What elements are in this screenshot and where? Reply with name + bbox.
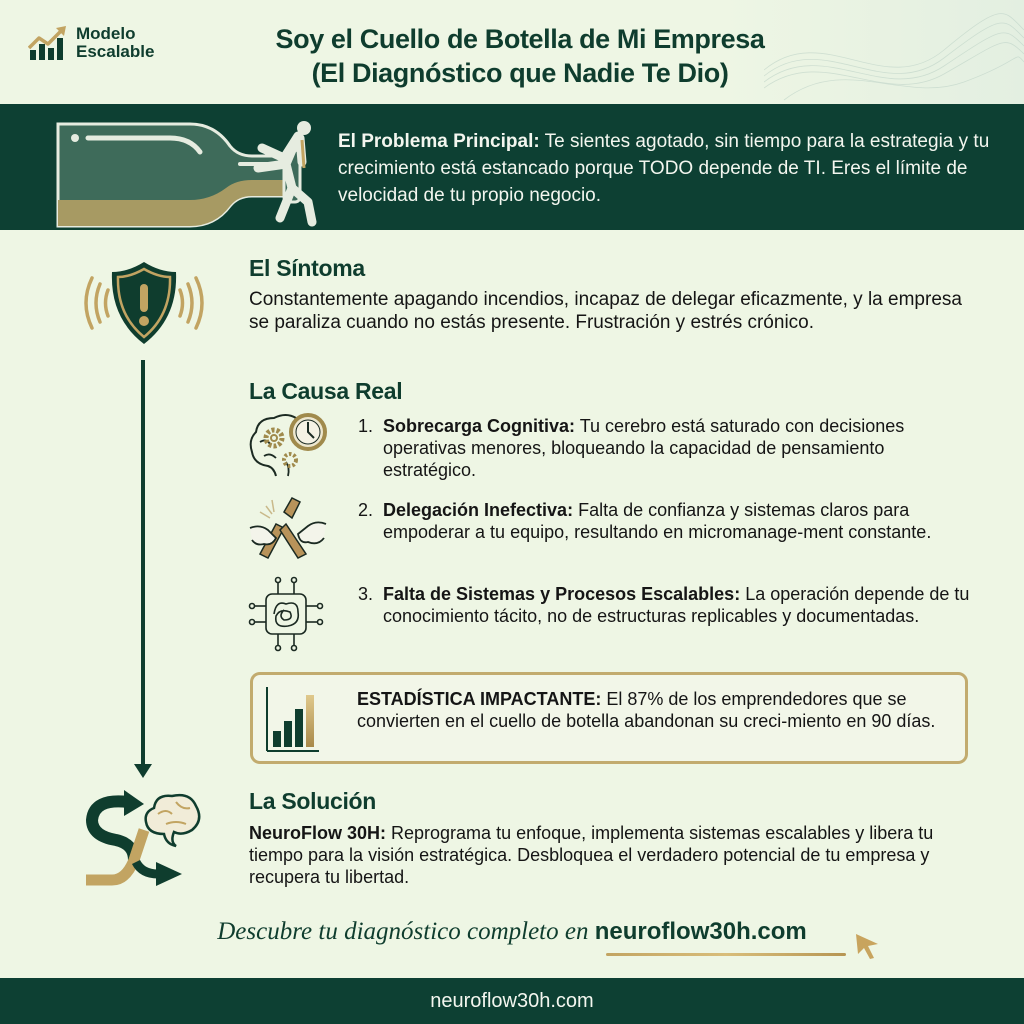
brand-logo: [28, 24, 154, 62]
person-pushing-icon: [252, 118, 322, 228]
cause-item-2: [358, 499, 978, 543]
cause-number: 2.: [358, 500, 374, 520]
solution-label: NeuroFlow 30H:: [249, 823, 387, 843]
problem-label: El Problema Principal:: [338, 131, 540, 152]
statistic-description: El 87% de los emprendedores que se convierten en el cuello de botella abandonan su creci-miento en 90 días.: [357, 689, 936, 731]
cta-underline: [606, 953, 846, 956]
cause-item-1: [358, 415, 978, 481]
cause-text: Falta de confianza y sistemas claros para empoderar a tu equipo, resultando en micromanage-ment constante.: [383, 500, 932, 542]
logo-line-2: Escalable: [76, 42, 155, 61]
cause-label: Sobrecarga Cognitiva:: [383, 416, 576, 436]
symptom-text: Constantemente apagando incendios, incapaz de delegar eficazmente, y la empresa se paraliza cuando no estás presente. Frustración y estrés crónico.: [249, 289, 962, 333]
cause-number: 3.: [358, 584, 374, 604]
cta-text: Descubre tu diagnóstico completo en: [217, 918, 595, 945]
brain-gears-clock-icon: [246, 410, 330, 482]
cause-title: La Causa Real: [249, 378, 403, 404]
problem-description: Te sientes agotado, sin tiempo para la estrategia y tu crecimiento está estancado porque TODO depende de TI. Eres el límite de velocidad de tu propio negocio.: [338, 131, 990, 206]
cta-link[interactable]: neuroflow30h.com: [594, 918, 807, 945]
problem-banner: [0, 104, 1024, 230]
statistic-callout: [250, 672, 968, 764]
header: [0, 0, 1024, 104]
footer-url[interactable]: neuroflow30h.com: [430, 990, 594, 1012]
decorative-waves-icon: [764, 0, 1024, 104]
symptom-title: El Síntoma: [249, 255, 365, 281]
problem-text: [338, 128, 1008, 209]
statistic-label: ESTADÍSTICA IMPACTANTE:: [357, 689, 602, 709]
title-line-2: (El Diagnóstico que Nadie Te Dio): [311, 58, 729, 88]
brain-flow-arrows-icon: [82, 790, 202, 886]
cause-text: Tu cerebro está saturado con decisiones operativas menores, bloqueando la capacidad de pensamiento estratégico.: [383, 416, 905, 480]
title-line-1: Soy el Cuello de Botella de Mi Empresa: [275, 24, 765, 54]
cause-item-3: [358, 583, 978, 627]
statistic-text: [357, 688, 957, 732]
bar-chart-icon: [265, 685, 321, 753]
footer: [0, 978, 1024, 1024]
logo-line-1: Modelo: [76, 24, 136, 43]
solution-title: La Solución: [249, 788, 377, 814]
broken-baton-handoff-icon: [246, 494, 330, 560]
growth-chart-logo-icon: [28, 24, 68, 62]
cause-label: Delegación Inefectiva:: [383, 500, 574, 520]
tangled-circuit-chip-icon: [246, 574, 326, 654]
cause-number: 1.: [358, 416, 374, 436]
solution-text: [249, 822, 979, 888]
cause-text: La operación depende de tu conocimiento tácito, no de estructuras replicables y documentadas.: [383, 584, 970, 626]
cursor-arrow-icon: [854, 932, 880, 960]
cause-label: Falta de Sistemas y Procesos Escalables:: [383, 584, 741, 604]
page-title: [200, 22, 840, 90]
timeline-line: [141, 360, 145, 768]
solution-description: Reprograma tu enfoque, implementa sistemas escalables y libera tu tiempo para la visión estratégica. Desbloquea el verdadero potencial de tu empresa y recupera tu libertad.: [249, 823, 934, 887]
timeline-arrow-icon: [134, 764, 152, 778]
shield-warning-icon: [74, 258, 214, 348]
